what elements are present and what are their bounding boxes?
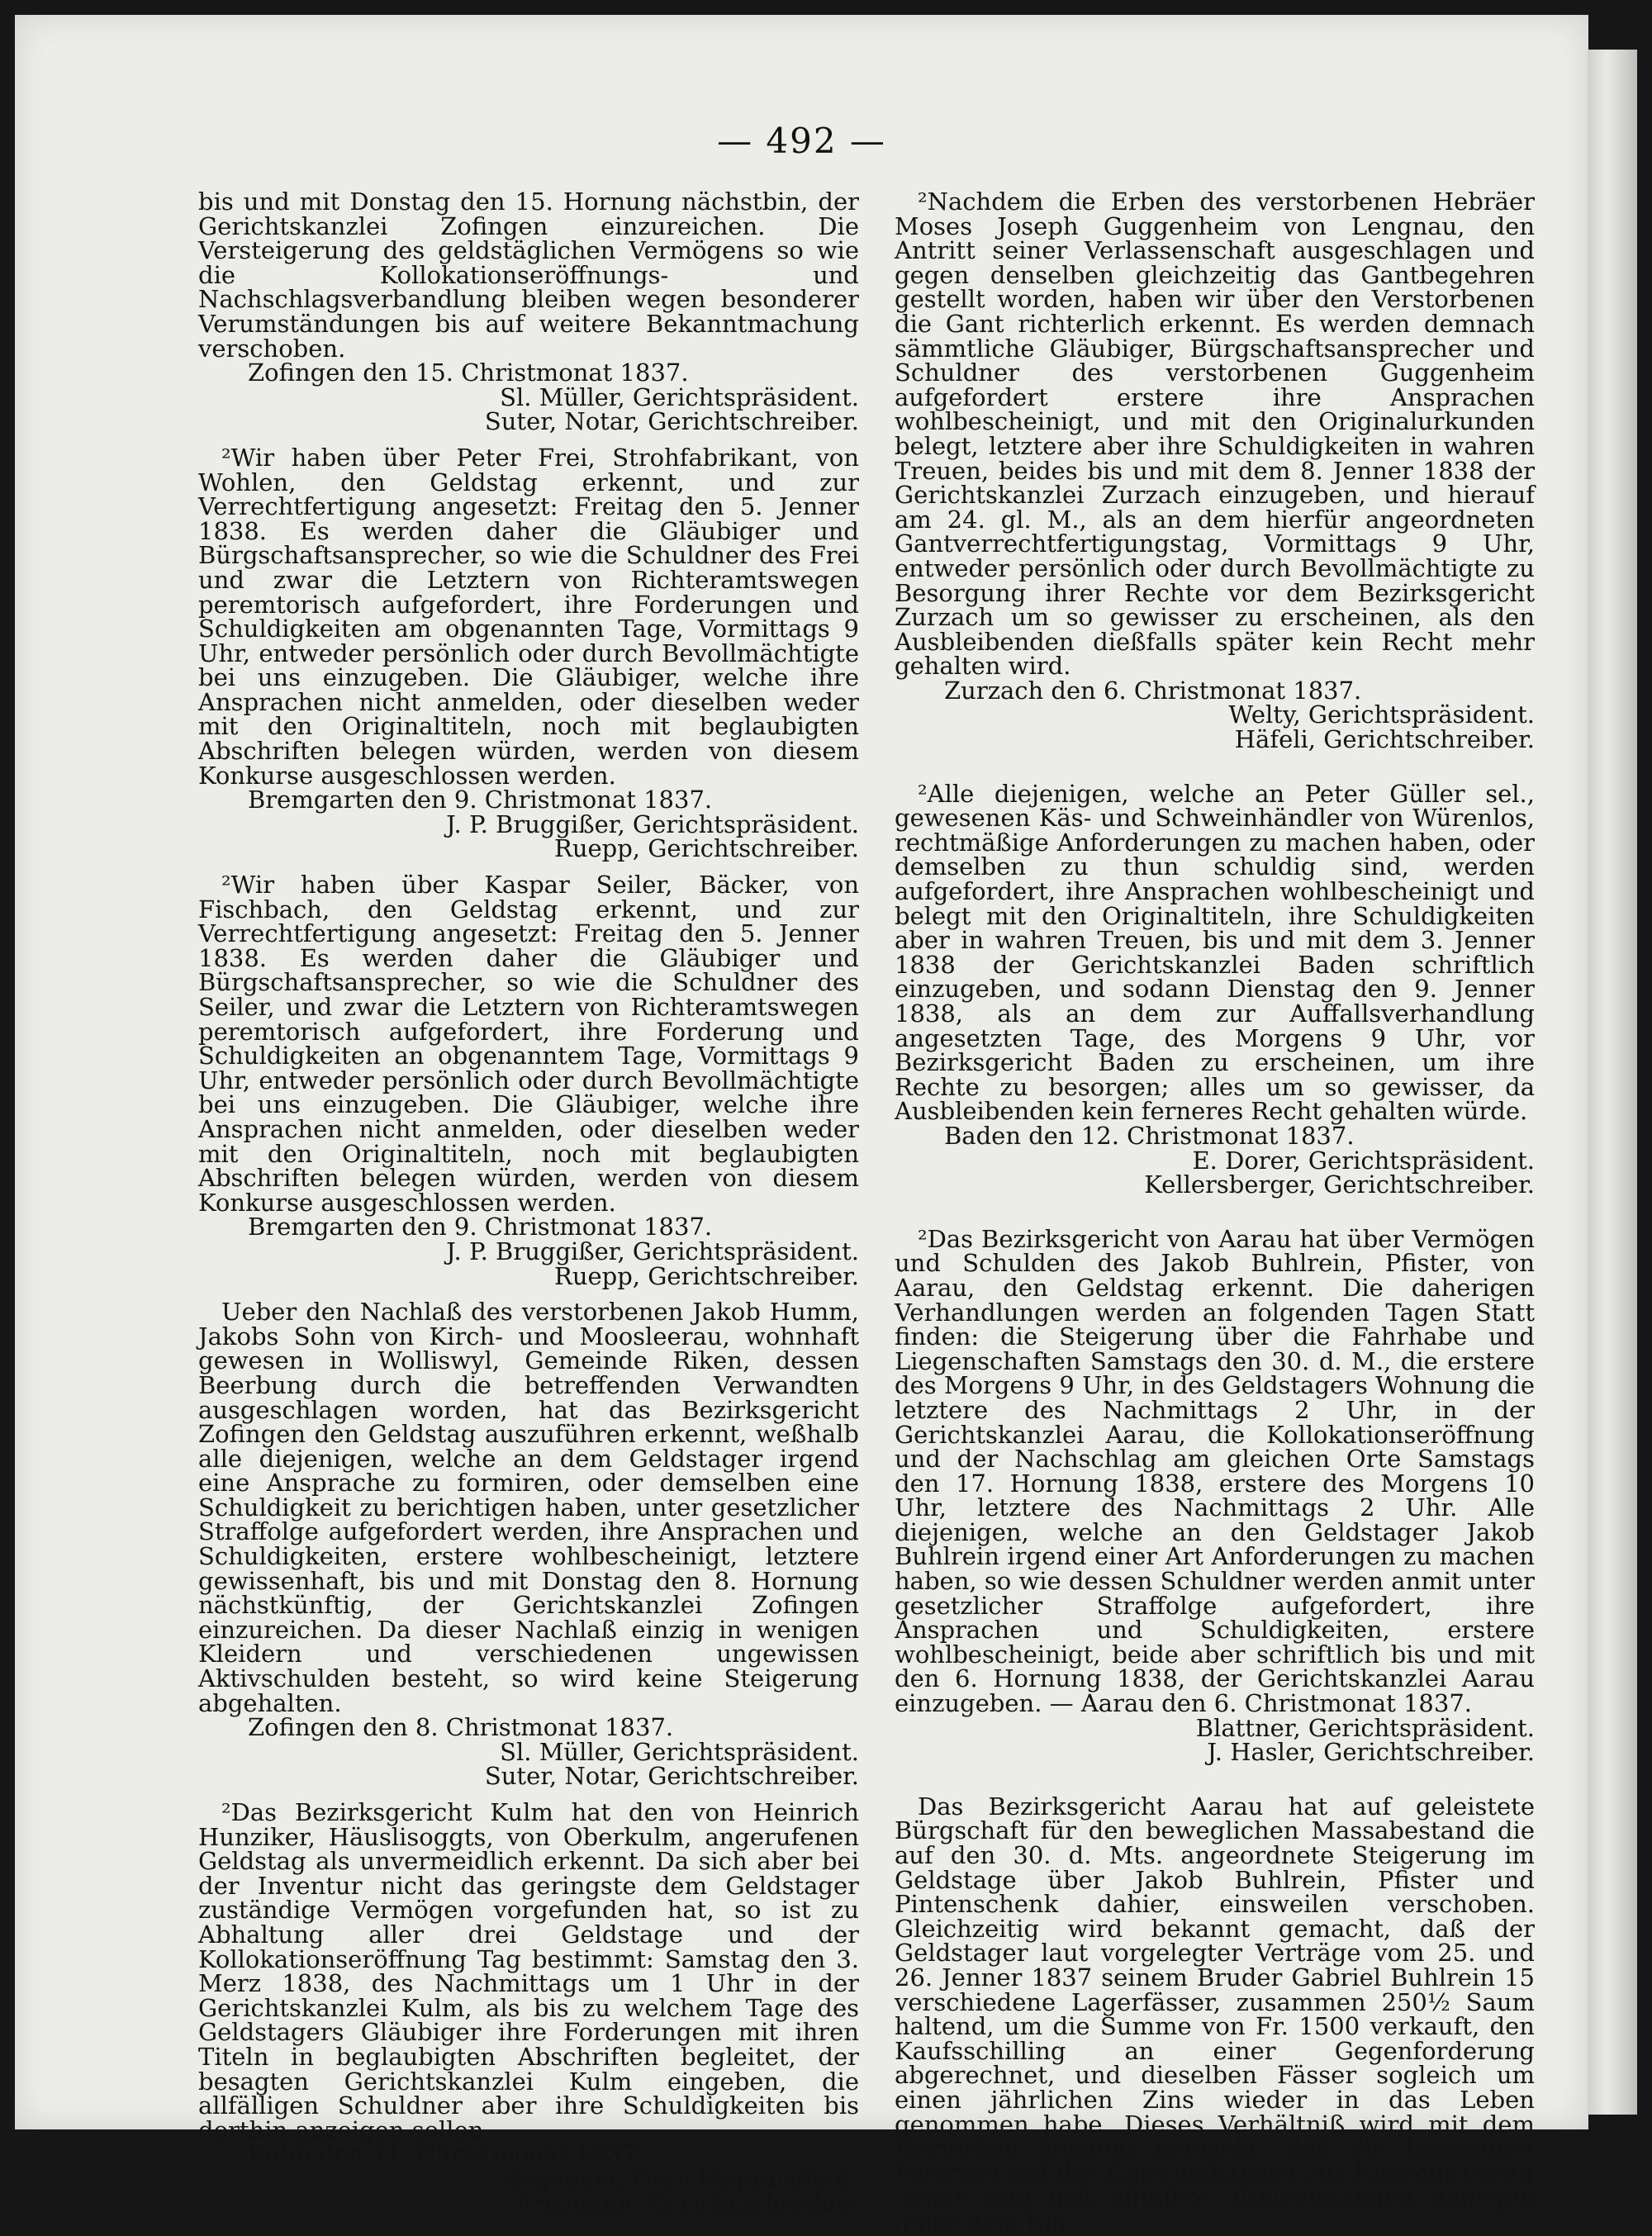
notice-body: Das Bezirksgericht Aarau hat auf geleistete Bürgschaft für den beweglichen Massabestand die auf den 30. d. Mts. angeordnete Steigerung im Geldstage über Jakob Buhlrein, Pfister und Pintenschenk dahier, einsweilen verschoben. Gleichzeitig wird bekannt gemacht, daß der Geldstager laut vorgelegter Verträge vom 25. und 26. Jenner 1837 seinem Bruder Gabriel Buhlrein 15 verschiedene Lagerfässer, zusammen 250½ Saum haltend, um die Summe von Fr. 1500 verkauft, den Kaufsschilling an einer Gegenforderung abgerechnet, und dieselben Fässer sogleich um einen jährlichen Zins wieder in das Leben genommen habe. Dieses Verhältniß wird mit dem Bemerken bekannt gemacht, daß die benannten Verträge auf der Gerichtskanzlei zur Einsicht bereit liegen und daß allfällige Einwendungen dagegen inner dem Ein- [895, 1792, 1535, 2236]
notice-bremgarten-seiler [198, 873, 859, 1289]
notice-body: ²Nachdem die Erben des verstorbenen Hebräer Moses Joseph Guggenheim von Lengnau, den Antritt seiner Verlassenschaft ausgeschlagen und gegen denselben gleichzeitig das Gantbegehren gestellt worden, haben wir über den Verstorbenen die Gant richterlich erkennt. Es werden demnach sämmtliche Gläubiger, Bürgschaftsansprecher und Schuldner des verstorbenen Guggenheim aufgefordert erstere ihre Ansprachen wohlbescheinigt, und mit den Originalurkunden belegt, letztere aber ihre Schuldigkeiten in wahren Treuen, beides bis und mit dem 8. Jenner 1838 der Gerichtskanzlei Zurzach einzugeben, und hierauf am 24. gl. M., als an dem hierfür angeordneten Gantverrechtfertigungstag, Vormittags 9 Uhr, entweder persönlich oder durch Bevollmächtigte zu Besorgung ihrer Rechte vor dem Bezirksgericht Zurzach um so gewisser zu erscheinen, als den Ausbleibenden dießfalls später kein Recht mehr gehalten wird. [895, 188, 1535, 681]
notice-aarau-steigerung [895, 1792, 1535, 2236]
notice-signature: Ruepp, Gerichtschreiber. [554, 1261, 859, 1290]
notice-body: bis und mit Donstag den 15. Hornung nächstbin, der Gerichtskanzlei Zofingen einzureichen. Die Versteigerung des geldstäglichen Vermögens so wie die Kollokationseröffnungs- und Nachschlagsverbandlung bleiben wegen besonderer Verumständungen bis auf weitere Bekanntmachung verschoben. [198, 188, 859, 363]
notice-body: ²Das Bezirksgericht Kulm hat den von Heinrich Hunziker, Häuslisoggts, von Oberkulm, angerufenen Geldstag als unvermeidlich erkennt. Da sich aber bei der Inventur nicht das geringste dem Geldstager zuständige Vermögen vorgefunden hat, so ist zu Abhaltung aller drei Geldstage und der Kollokationseröffnung Tag bestimmt: Samstag den 3. Merz 1838, des Nachmittags um 1 Uhr in der Gerichtskanzlei Kulm, als bis zu welchem Tage des Geldstagers Gläubiger ihre Forderungen mit ihren Titeln in beglaubigten Abschriften begleitet, der besagten Gerichtskanzlei Kulm eingeben, die allfälligen Schuldner aber ihre Schuldigkeiten bis dorthin anzeigen sollen. [198, 1798, 859, 2144]
notice-signature: Blattner, Gerichtspräsident. [1195, 1713, 1535, 1742]
notice-signature: Suter, Notar, Gerichtschreiber. [484, 407, 859, 436]
notice-baden [895, 779, 1535, 1199]
notice-signature: Suter, Notar, Gerichtschreiber. [484, 1762, 859, 1791]
notice-signature: J. Hasler, Gerichtschreiber. [1207, 1738, 1535, 1767]
notice-signature: Sl. Müller, Gerichtspräsident. [500, 1737, 859, 1766]
notice-body: ²Wir haben über Peter Frei, Strohfabrikant, von Wohlen, den Geldstag erkennt, und zur Verrechtfertigung angesetzt: Freitag den 5. Jenner 1838. Es werden daher die Gläubiger und Bürgschaftsansprecher, so wie die Schuldner des Frei und zwar die Letztern von Richteramtswegen peremtorisch aufgefordert, ihre Forderungen und Schuldigkeiten am obgenannten Tage, Vormittags 9 Uhr, entweder persönlich oder durch Bevollmächtigte bei uns einzugeben. Die Gläubiger, welche ihre Ansprachen nicht anmelden, oder dieselben weder mit den Originaltiteln, noch mit beglaubigten Abschriften belegen würden, werden von diesem Konkurse ausgeschlossen werden. [198, 443, 859, 790]
notice-dateline: Zurzach den 6. Christmonat 1837. [944, 676, 1362, 705]
page-number: — 492 — [717, 121, 886, 161]
notice-signature: J. P. Bruggißer, Gerichtspräsident. [446, 809, 859, 838]
notice-dateline: Baden den 12. Christmonat 1837. [944, 1121, 1355, 1150]
notice-signature: Häfeli, Gerichtschreiber. [1234, 725, 1535, 754]
notice-body: ²Das Bezirksgericht von Aarau hat über Vermögen und Schulden des Jakob Buhlrein, Pfister, von Aarau, den Geldstag erkennt. Die daherigen Verhandlungen werden an folgenden Tagen Statt finden: die Steigerung über die Fahrhabe und Liegenschaften Samstags den 30. d. M., die erstere des Morgens 9 Uhr, in des Geldstagers Wohnung die letztere des Nachmittags 2 Uhr, in der Gerichtskanzlei Aarau, die Kollokationseröffnung und der Nachschlag am gleichen Orte Samstags den 17. Hornung 1838, erstere des Morgens 10 Uhr, letztere des Nachmittags 2 Uhr. Alle diejenigen, welche an den Geldstager Jakob Buhlrein irgend einer Art Anforderungen zu machen haben, so wie dessen Schuldner werden anmit unter gesetzlicher Straffolge aufgefordert, ihre Ansprachen und Schuldigkeiten, erstere wohlbescheinigt, beide aber schriftlich bis und mit den 6. Hornung 1838, der Gerichtskanzlei Aarau einzugeben. — Aarau den 6. Christmonat 1837. [895, 1224, 1535, 1718]
right-column [895, 190, 1535, 2235]
notice-signature: Erismann, Gerichtschreiber. [515, 2189, 859, 2218]
notice-signature: Kellersberger, Gerichtschreiber. [1144, 1170, 1535, 1199]
notice-body: ²Wir haben über Kaspar Seiler, Bäcker, von Fischbach, den Geldstag erkennt, und zur Verrechtfertigung angesetzt: Freitag den 5. Jenner 1838. Es werden daher die Gläubiger und Bürgschaftsansprecher, so wie die Schuldner des Seiler, und zwar die Letztern von Richteramtswegen peremtorisch aufgefordert, ihre Forderung und Schuldigkeiten an obgenanntem Tage, Vormittags 9 Uhr, entweder persönlich oder durch Bevollmächtigte bei uns einzugeben. Die Gläubiger, welche ihre Ansprachen nicht anmelden, oder dieselben weder mit den Originaltiteln, noch mit beglaubigten Abschriften belegen würden, werden von diesem Konkurse ausgeschlossen werden. [198, 871, 859, 1217]
newspaper-page [15, 15, 1588, 2236]
notice-body: Ueber den Nachlaß des verstorbenen Jakob Humm, Jakobs Sohn von Kirch- und Moosleerau, wohnhaft gewesen in Wolliswyl, Gemeinde Riken, dessen Beerbung durch die betreffenden Verwandten ausgeschlagen worden, hat das Bezirksgericht Zofingen den Geldstag auszuführen erkennt, weßhalb alle diejenigen, welche an dem Geldstager irgend eine Ansprache zu formiren, oder demselben eine Schuldigkeit zu berichtigen haben, unter gesetzlicher Straffolge aufgefordert werden, ihre Ansprachen und Schuldigkeiten, erstere wohlbescheinigt, letztere gewissenhaft, bis und mit Donstag den 8. Hornung nächstkünftig, der Gerichtskanzlei Zofingen einzureichen. Da dieser Nachlaß einzig in wenigen Kleidern und verschiedenen ungewissen Aktivschulden besteht, so wird keine Steigerung abgehalten. [198, 1298, 859, 1717]
notice-dateline: Zofingen den 15. Christmonat 1837. [248, 358, 689, 387]
notice-dateline: Bremgarten den 9. Christmonat 1837. [248, 1213, 713, 1241]
notice-dateline: Bremgarten den 9. Christmonat 1837. [248, 786, 713, 814]
left-column [198, 190, 859, 2216]
notice-zofingen-1 [198, 190, 859, 434]
page-edge [1588, 50, 1637, 2115]
notice-signature: Sl. Müller, Gerichtspräsident. [500, 382, 859, 411]
notice-dateline: Kulm den 11. Christmonat 1837. [248, 2140, 645, 2169]
notice-aarau-buhlrein [895, 1224, 1535, 1767]
notice-kulm [198, 1798, 859, 2218]
notice-bremgarten-frei [198, 443, 859, 863]
notice-signature: E. Dorer, Gerichtspräsident. [1192, 1146, 1535, 1175]
notice-zurzach [895, 190, 1535, 752]
notice-signature: Welty, Gerichtspräsident. [1228, 700, 1535, 729]
notice-signature: Ruepp, Gerichtschreiber. [554, 834, 859, 863]
notice-zofingen-humm [198, 1300, 859, 1789]
notice-signature: Hegnauer, Gerichtspräsident. [498, 2164, 859, 2193]
notice-body: ²Alle diejenigen, welche an Peter Güller sel., gewesenen Käs- und Schweinhändler von Würenlos, rechtmäßige Anforderungen zu machen haben, oder demselben zu thun schuldig sind, werden aufgefordert, ihre Ansprachen wohlbescheinigt und belegt mit den Originaltiteln, ihre Schuldigkeiten aber in wahren Treuen, bis und mit dem 3. Jenner 1838 der Gerichtskanzlei Baden schriftlich einzugeben, und sodann Dienstag den 9. Jenner 1838, als an dem zur Auffallsverhandlung angesetzten Tage, des Morgens 9 Uhr, vor Bezirksgericht Baden zu erscheinen, um ihre Rechte zu besorgen; alles um so gewisser, da Ausbleibenden kein ferneres Recht gehalten würde. [895, 779, 1535, 1126]
notice-dateline: Zofingen den 8. Christmonat 1837. [248, 1713, 674, 1742]
notice-signature: J. P. Bruggißer, Gerichtspräsident. [446, 1237, 859, 1265]
